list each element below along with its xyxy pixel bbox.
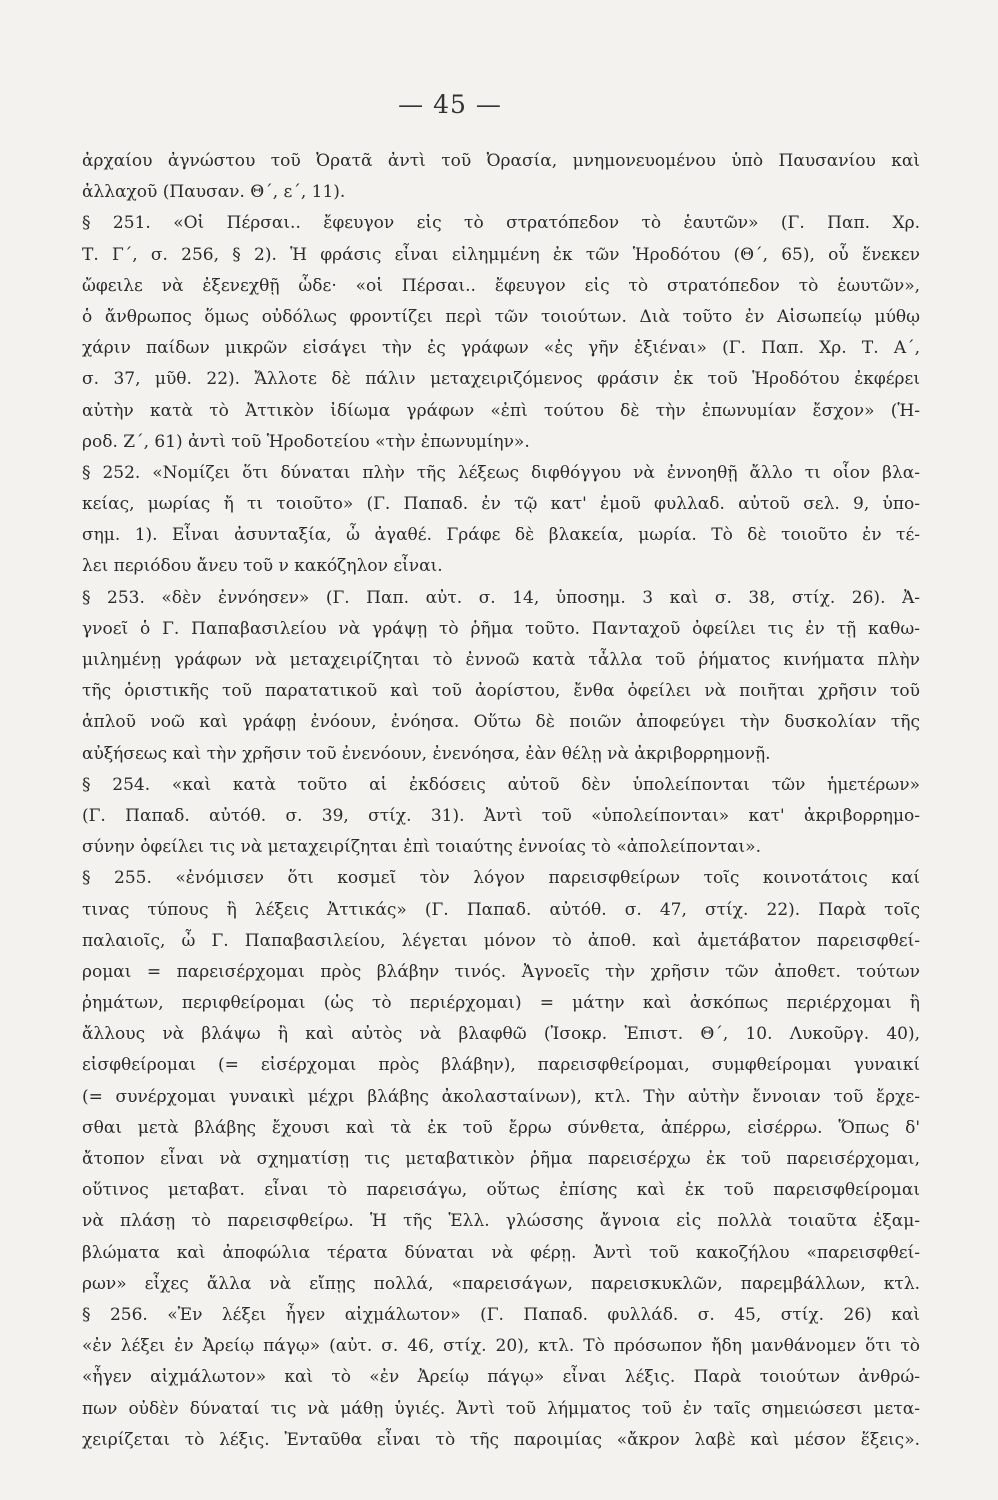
text-line: ροδ. Ζ΄, 61) ἀντὶ τοῦ Ἡροδοτείου «τὴν ἐπωνυμίην». (82, 431, 530, 452)
text-line: Τ. Γ΄, σ. 256, § 2). Ἡ φράσις εἶναι εἰλημμένη ἐκ τῶν Ἡροδότου (Θ΄, 65), οὗ ἕνεκεν (82, 244, 920, 265)
text-line: § 256. «Ἐν λέξει ἦγεν αἰχμάλωτον» (Γ. Παπαδ. φυλλάδ. σ. 45, στίχ. 26) καὶ (82, 1304, 920, 1325)
text-line: πων οὐδὲν δύναταί τις νὰ μάθῃ ὑγιές. Ἀντὶ τοῦ λήμματος τοῦ ἐν ταῖς σημειώσεσι μετα- (82, 1398, 920, 1419)
text-line: αὐτὴν κατὰ τὸ Ἀττικὸν ἰδίωμα γράφων «ἐπὶ τούτου δὲ τὴν ἐπωνυμίαν ἔσχον» (Ἡ- (82, 400, 920, 421)
text-line: σύνην ὀφείλει τις νὰ μεταχειρίζηται ἐπὶ τοιαύτης ἐννοίας τὸ «ἀπολείπονται». (82, 837, 761, 858)
text-line: «ἦγεν αἰχμάλωτον» καὶ τὸ «ἐν Ἀρείῳ πάγῳ» εἶναι λέξις. Παρὰ τοιούτων ἀνθρώ- (82, 1367, 920, 1388)
text-line: σημ. 1). Εἶναι ἀσυνταξία, ὦ ἀγαθέ. Γράφε δὲ βλακεία, μωρία. Τὸ δὲ τοιοῦτο ἐν τέ- (82, 525, 920, 546)
text-line: οὕτινος μεταβατ. εἶναι τὸ παρεισάγω, οὕτως ἐπίσης καὶ ἐκ τοῦ παρεισφθείρομαι (82, 1180, 920, 1201)
text-line: ρομαι = παρεισέρχομαι πρὸς βλάβην τινός. Ἀγνοεῖς τὴν χρῆσιν τῶν ἀποθετ. τούτων (82, 961, 920, 982)
text-line: λει περιόδου ἄνευ τοῦ ν κακόζηλον εἶναι. (82, 556, 443, 577)
text-line: τινας τύπους ἢ λέξεις Ἀττικάς» (Γ. Παπαδ. αὐτόθ. σ. 47, στίχ. 22). Παρὰ τοῖς (82, 899, 920, 920)
text-line: κείας, μωρίας ἤ τι τοιοῦτο» (Γ. Παπαδ. ἐν τῷ κατ' ἐμοῦ φυλλαδ. αὐτοῦ σελ. 9, ὑπο- (82, 494, 920, 515)
text-line: σ. 37, μῦθ. 22). Ἄλλοτε δὲ πάλιν μεταχειριζόμενος φράσιν ἐκ τοῦ Ἡροδότου ἐκφέρει (82, 369, 920, 390)
text-line: ἀρχαίου ἀγνώστου τοῦ Ὀρατᾶ ἀντὶ τοῦ Ὀρασία, μνημονευομένου ὑπὸ Παυσανίου καὶ (82, 151, 920, 171)
text-line: ρων» εἶχες ἄλλα νὰ εἴπῃς πολλά, «παρεισάγων, παρεισκυκλῶν, παρεμβάλλων, κτλ. (82, 1273, 920, 1294)
text-line: (Γ. Παπαδ. αὐτόθ. σ. 39, στίχ. 31). Ἀντὶ τοῦ «ὑπολείπονται» κατ' ἀκριβορρημο- (82, 805, 920, 826)
text-line: ἄτοπον εἶναι νὰ σχηματίσῃ τις μεταβατικὸν ῥῆμα παρεισέρχω ἐκ τοῦ παρεισέρχομαι, (82, 1149, 920, 1169)
text-line: ὁ ἄνθρωπος ὅμως οὐδόλως φροντίζει περὶ τῶν τοιούτων. Διὰ τοῦτο ἐν Αἰσωπείῳ μύθῳ (82, 306, 920, 327)
text-line: χειρίζεται τὸ λέξις. Ἐνταῦθα εἶναι τὸ τῆς παροιμίας «ἄκρον λαβὲ καὶ μέσον ἕξεις». (82, 1429, 920, 1450)
text-line: «ἐν λέξει ἐν Ἀρείῳ πάγῳ» (αὐτ. σ. 46, στίχ. 20), κτλ. Τὸ πρόσωπον ἤδη μανθάνομεν ὅτι τὸ (82, 1336, 920, 1357)
text-line: ἄλλους νὰ βλάψω ἢ καὶ αὐτὸς νὰ βλαφθῶ (Ἰσοκρ. Ἐπιστ. Θ΄, 10. Λυκοῦργ. 40), (82, 1024, 920, 1045)
text-line: σθαι μετὰ βλάβης ἔχουσι καὶ τὰ ἐκ τοῦ ἔρρω σύνθετα, ἀπέρρω, εἰσέρρω. Ὅπως δ' (82, 1117, 920, 1138)
text-line: § 255. «ἐνόμισεν ὅτι κοσμεῖ τὸν λόγον παρεισφθείρων τοῖς κοινοτάτοις καί (82, 868, 920, 889)
text-line: (= συνέρχομαι γυναικὶ μέχρι βλάβης ἀκολασταίνων), κτλ. Τὴν αὐτὴν ἔννοιαν τοῦ ἔρχε- (82, 1086, 920, 1107)
text-line: ἀλλαχοῦ (Παυσαν. Θ΄, ε΄, 11). (82, 182, 346, 203)
text-line: αὐξήσεως καὶ τὴν χρῆσιν τοῦ ἐνενόουν, ἐνενόησα, ἐὰν θέλῃ νὰ ἀκριβορρημονῇ. (82, 743, 771, 764)
text-line: § 251. «Οἱ Πέρσαι.. ἔφευγον εἰς τὸ στρατόπεδον τὸ ἑαυτῶν» (Γ. Παπ. Χρ. (82, 213, 920, 234)
text-line: εἰσφθείρομαι (= εἰσέρχομαι πρὸς βλάβην), παρεισφθείρομαι, συμφθείρομαι γυναικί (82, 1055, 920, 1076)
text-line: βλώματα καὶ ἀποφώλια τέρατα δύναται νὰ φέρῃ. Ἀντὶ τοῦ κακοζήλου «παρεισφθεί- (82, 1242, 920, 1263)
text-line: ἁπλοῦ νοῶ καὶ γράφῃ ἐνόουν, ἐνόησα. Οὕτω δὲ ποιῶν ἀποφεύγει τὴν δυσκολίαν τῆς (82, 712, 920, 733)
text-line: § 253. «δὲν ἐννόησεν» (Γ. Παπ. αὐτ. σ. 14, ὑποσημ. 3 καὶ σ. 38, στίχ. 26). Ἀ- (82, 587, 920, 608)
text-line: § 254. «καὶ κατὰ τοῦτο αἱ ἐκδόσεις αὐτοῦ δὲν ὑπολείπονται τῶν ἡμετέρων» (82, 774, 920, 795)
text-line: νὰ πλάσῃ τὸ παρεισφθείρω. Ἡ τῆς Ἑλλ. γλώσσης ἄγνοια εἰς πολλὰ τοιαῦτα ἐξαμ- (82, 1211, 920, 1232)
body-text (82, 146, 920, 1456)
text-line: § 252. «Νομίζει ὅτι δύναται πλὴν τῆς λέξεως διφθόγγου νὰ ἐννοηθῇ ἄλλο τι οἷον βλα- (82, 462, 920, 483)
text-line: χάριν παίδων μικρῶν εἰσάγει τὴν ἐς γράφων «ἐς γῆν ἐξιέναι» (Γ. Παπ. Χρ. Τ. Α΄, (82, 338, 920, 359)
text-line: ὤφειλε νὰ ἐξενεχθῇ ὧδε· «οἱ Πέρσαι.. ἔφευγον εἰς τὸ στρατόπεδον τὸ ἑωυτῶν», (82, 275, 920, 296)
text-line: ῥημάτων, περιφθείρομαι (ὡς τὸ περιέρχομαι) = μάτην καὶ ἀσκόπως περιέρχομαι ἢ (82, 993, 920, 1014)
text-line: μιλημένῃ γράφων νὰ μεταχειρίζηται τὸ ἐννοῶ κατὰ τἆλλα τοῦ ῥήματος κινήματα πλὴν (82, 650, 920, 670)
text-line: παλαιοῖς, ὦ Γ. Παπαβασιλείου, λέγεται μόνον τὸ ἀποθ. καὶ ἀμετάβατον παρεισφθεί- (82, 930, 920, 951)
page-number: — 45 — (398, 90, 502, 119)
text-line: γνοεῖ ὁ Γ. Παπαβασιλείου νὰ γράψῃ τὸ ῥῆμα τοῦτο. Πανταχοῦ ὀφείλει τις ἐν τῇ καθω- (82, 618, 920, 639)
text-line: τῆς ὁριστικῆς τοῦ παρατατικοῦ καὶ τοῦ ἀορίστου, ἔνθα ὀφείλει νὰ ποιῆται χρῆσιν τοῦ (82, 681, 920, 702)
